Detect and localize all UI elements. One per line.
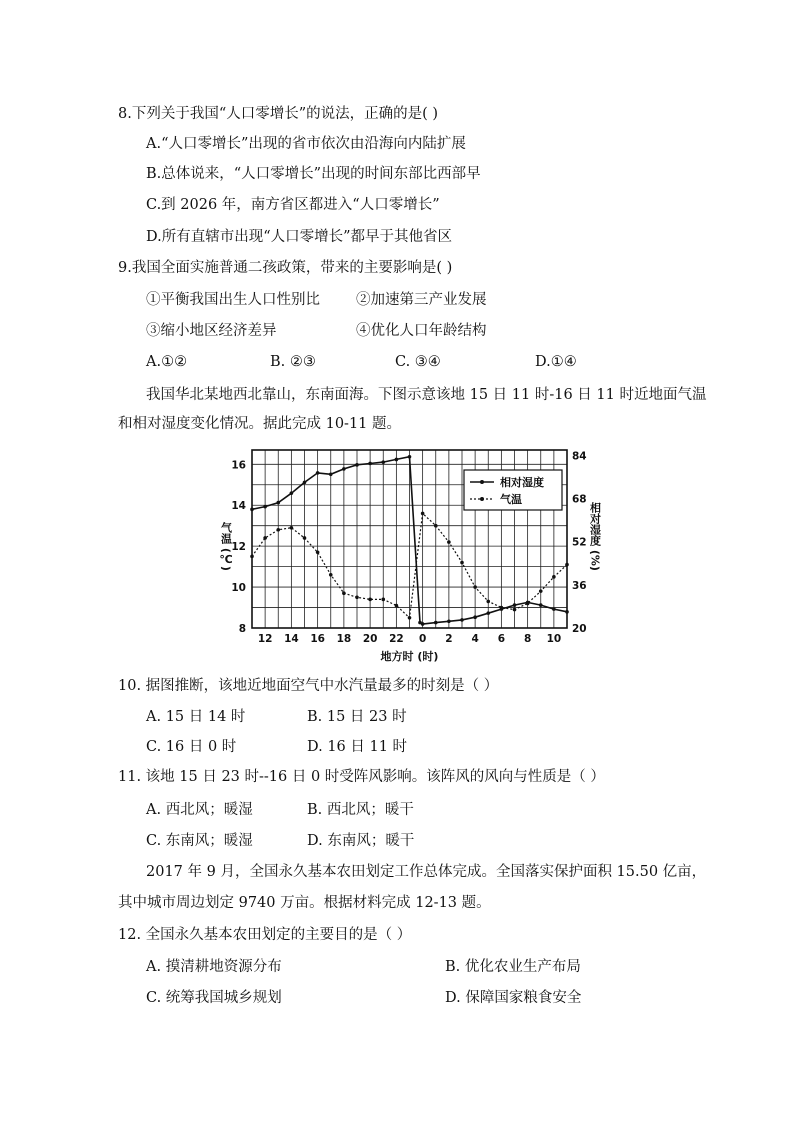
temperature-point xyxy=(460,561,464,565)
humidity-point xyxy=(395,458,399,462)
q12-option-b: B. 优化农业生产布局 xyxy=(445,959,581,975)
q11-option-c: C. 东南风；暖湿 xyxy=(146,833,253,849)
temperature-point xyxy=(303,536,307,540)
x-tick-label: 12 xyxy=(257,633,273,645)
q8-option-b: B.总体说来，“人口零增长”出现的时间东部比西部早 xyxy=(146,166,481,182)
q10-option-d: D. 16 日 11 时 xyxy=(307,739,408,755)
y-right-axis-label: 相对湿度 (%) xyxy=(588,502,602,571)
q8-option-c: C.到 2026 年，南方省区都进入“人口零增长” xyxy=(146,197,440,213)
temperature-point xyxy=(526,602,530,606)
humidity-point xyxy=(303,481,307,485)
temperature-point xyxy=(500,606,504,610)
q8-option-a: A.“人口零增长”出现的省市依次由沿海向内陆扩展 xyxy=(146,136,466,152)
temperature-point xyxy=(552,575,556,579)
temperature-point xyxy=(513,608,517,612)
q10-option-b: B. 15 日 23 时 xyxy=(307,709,407,725)
humidity-point xyxy=(539,603,543,607)
q9-item-4: ④优化人口年龄结构 xyxy=(356,323,487,339)
intro-10-11-line1: 我国华北某地西北靠山，东南面海。下图示意该地 15 日 11 时-16 日 11 时近地面气温 xyxy=(146,387,707,403)
x-tick-label: 18 xyxy=(336,633,352,645)
y-left-tick-label: 12 xyxy=(231,541,246,554)
humidity-point xyxy=(460,618,464,622)
x-tick-label: 0 xyxy=(418,633,427,645)
q11-option-d: D. 东南风；暖干 xyxy=(307,833,415,849)
humidity-point xyxy=(342,467,346,471)
humidity-point xyxy=(290,491,294,495)
q10-stem: 10. 据图推断，该地近地面空气中水汽量最多的时刻是（ ） xyxy=(118,678,499,694)
q9-item-1: ①平衡我国出生人口性别比 xyxy=(146,292,320,308)
humidity-point xyxy=(486,611,490,615)
x-tick-label: 20 xyxy=(362,633,378,645)
q11-option-b: B. 西北风；暖干 xyxy=(307,802,414,818)
temperature-point xyxy=(290,526,294,530)
humidity-point xyxy=(250,508,254,512)
temperature-point xyxy=(355,596,359,600)
humidity-point xyxy=(473,615,477,619)
q8-option-d: D.所有直辖市出现“人口零增长”都早于其他省区 xyxy=(146,229,453,245)
y-right-tick-label: 68 xyxy=(572,493,587,506)
temperature-point xyxy=(368,598,372,602)
q8-stem: 8.下列关于我国“人口零增长”的说法，正确的是( ) xyxy=(118,106,439,122)
y-right-tick-label: 52 xyxy=(572,536,587,549)
y-left-tick-label: 10 xyxy=(231,582,246,595)
q9-option-c: C. ③④ xyxy=(395,354,441,370)
q12-option-a: A. 摸清耕地资源分布 xyxy=(146,959,282,975)
q12-option-d: D. 保障国家粮食安全 xyxy=(445,990,582,1006)
humidity-point xyxy=(329,472,333,476)
temperature-point xyxy=(539,589,543,593)
q9-item-2: ②加速第三产业发展 xyxy=(356,292,487,308)
q12-option-c: C. 统筹我国城乡规划 xyxy=(146,990,282,1006)
y-right-tick-label: 36 xyxy=(572,579,587,592)
temperature-point xyxy=(473,585,477,589)
temperature-point xyxy=(381,598,385,602)
q11-option-a: A. 西北风；暖湿 xyxy=(146,802,253,818)
x-tick-label: 4 xyxy=(471,633,479,645)
q12-stem: 12. 全国永久基本农田划定的主要目的是（ ） xyxy=(118,927,412,943)
q9-option-b: B. ②③ xyxy=(270,354,316,370)
temperature-point xyxy=(447,540,451,544)
temperature-point xyxy=(316,550,320,554)
legend-humidity-label: 相对湿度 xyxy=(500,476,544,489)
humidity-point xyxy=(434,621,438,625)
temperature-point xyxy=(276,528,280,532)
temperature-point xyxy=(342,591,346,595)
temperature-point xyxy=(486,600,490,604)
legend-temperature-label: 气温 xyxy=(500,493,522,506)
temperature-point xyxy=(250,555,254,559)
q9-option-a: A.①② xyxy=(146,354,188,370)
y-left-tick-label: 8 xyxy=(238,623,246,635)
temperature-point xyxy=(263,536,267,540)
q9-stem: 9.我国全面实施普通二孩政策，带来的主要影响是( ) xyxy=(118,260,453,276)
intro-10-11-line2: 和相对湿度变化情况。据此完成 10-11 题。 xyxy=(118,416,402,432)
y-right-tick-label: 84 xyxy=(572,450,587,463)
x-tick-label: 8 xyxy=(523,633,532,645)
legend-temperature-marker xyxy=(480,497,484,501)
x-tick-label: 10 xyxy=(546,633,562,645)
x-axis-label: 地方时 (时) xyxy=(380,650,439,663)
temperature-point xyxy=(434,524,438,528)
humidity-point xyxy=(368,462,372,466)
q10-option-c: C. 16 日 0 时 xyxy=(146,739,237,755)
x-tick-label: 2 xyxy=(445,633,453,645)
x-tick-label: 14 xyxy=(284,633,299,645)
humidity-point xyxy=(316,471,320,475)
x-tick-label: 16 xyxy=(310,633,325,645)
humidity-point xyxy=(381,460,385,464)
humidity-point xyxy=(421,622,425,626)
temperature-point xyxy=(421,512,425,516)
y-right-tick-label: 20 xyxy=(572,623,587,635)
humidity-point xyxy=(552,607,556,611)
temperature-point xyxy=(565,563,569,567)
intro-12-13-line2: 其中城市周边划定 9740 万亩。根据材料完成 12-13 题。 xyxy=(118,895,491,911)
y-left-tick-label: 14 xyxy=(231,500,246,513)
legend-humidity-marker xyxy=(480,480,484,484)
humidity-point xyxy=(276,501,280,505)
humidity-point xyxy=(408,455,412,459)
humidity-point xyxy=(565,610,569,614)
intro-12-13-line1: 2017 年 9 月，全国永久基本农田划定工作总体完成。全国落实保护面积 15.50 亿亩， xyxy=(146,864,707,880)
temperature-humidity-chart xyxy=(214,440,600,666)
y-left-axis-label: 气温 (℃) xyxy=(219,522,233,571)
q9-item-3: ③缩小地区经济差异 xyxy=(146,323,277,339)
humidity-point xyxy=(513,603,517,607)
x-tick-label: 6 xyxy=(497,633,506,645)
y-left-tick-label: 16 xyxy=(231,459,246,472)
humidity-point xyxy=(263,505,267,509)
temperature-point xyxy=(395,604,399,608)
q11-stem: 11. 该地 15 日 23 时--16 日 0 时受阵风影响。该阵风的风向与性质是（ ） xyxy=(118,769,605,785)
humidity-point xyxy=(447,619,451,623)
temperature-point xyxy=(408,616,412,620)
humidity-point xyxy=(355,463,359,467)
q9-option-d: D.①④ xyxy=(535,354,577,370)
q10-option-a: A. 15 日 14 时 xyxy=(146,709,246,725)
x-tick-label: 22 xyxy=(389,633,404,645)
temperature-point xyxy=(329,573,333,577)
